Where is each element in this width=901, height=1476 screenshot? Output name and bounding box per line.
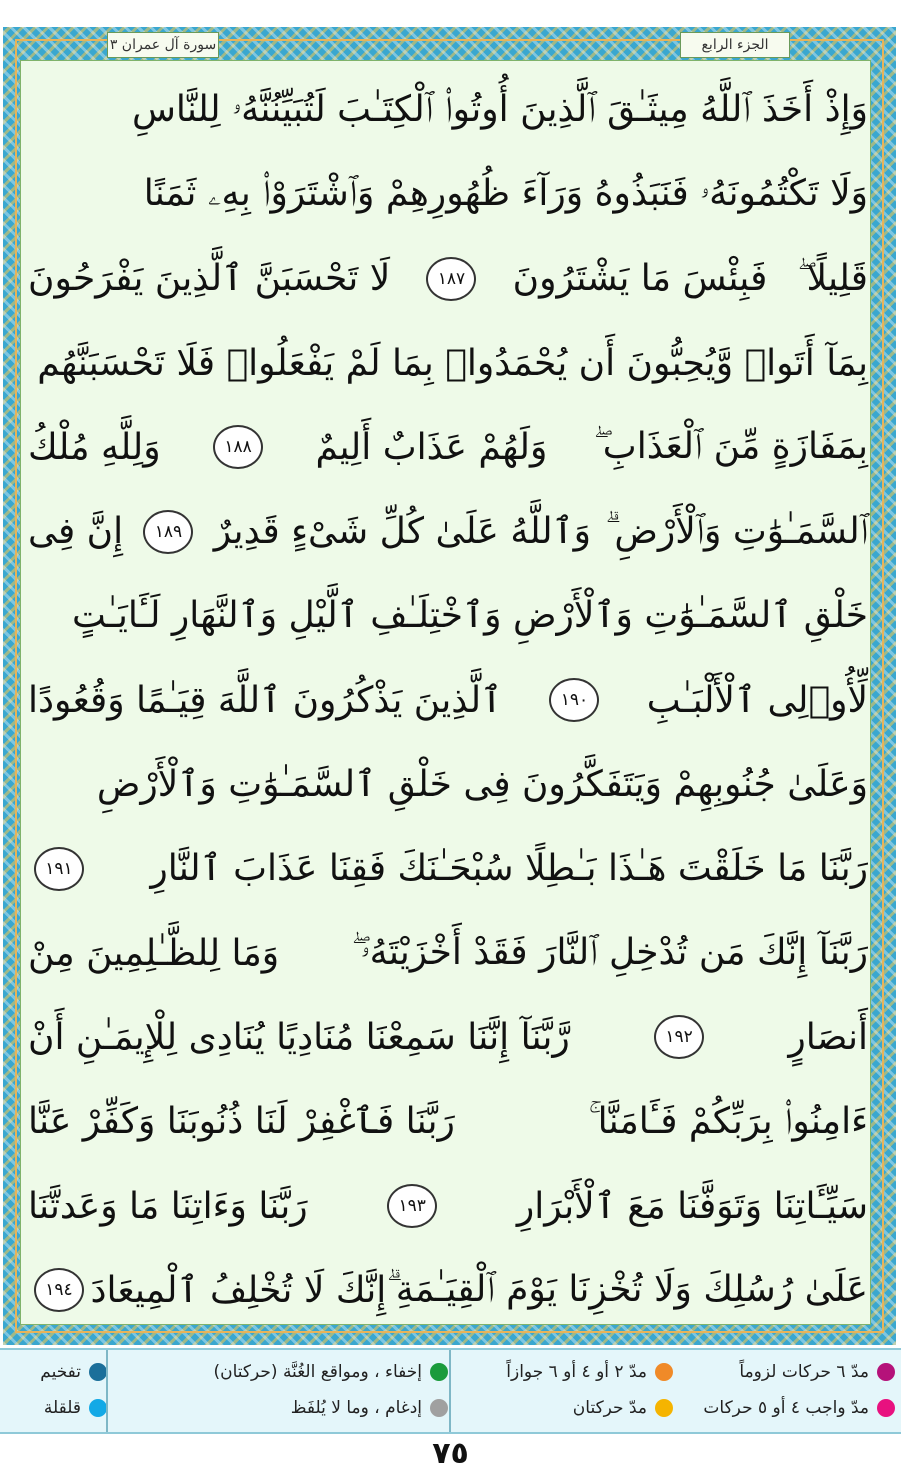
legend-column-ikhfa bbox=[108, 1354, 448, 1432]
verse-text: خَلْقِ ٱلسَّمَـٰوَٰتِ وَٱلْأَرْضِ وَٱخْتِلَـٰفِ ٱلَّيْلِ وَٱلنَّهَارِ لَـَٔايَـٰتٍ bbox=[72, 595, 868, 637]
verse-text: عَلَىٰ رُسُلِكَ وَلَا تُخْزِنَا يَوْمَ ٱلْقِيَـٰمَةِ ۗ bbox=[386, 1269, 868, 1311]
color-dot-icon bbox=[89, 1399, 107, 1417]
verse-line bbox=[28, 1164, 868, 1248]
page-number: ٧٥ bbox=[432, 1436, 469, 1471]
verse-line bbox=[28, 658, 868, 742]
verse-line bbox=[28, 152, 868, 236]
verse-text: رَبَّنَآ إِنَّكَ مَن تُدْخِلِ ٱلنَّارَ فَقَدْ أَخْزَيْتَهُۥ ۖ bbox=[351, 932, 868, 974]
color-dot-icon bbox=[430, 1363, 448, 1381]
color-dot-icon bbox=[430, 1399, 448, 1417]
verse-text: ٱلَّذِينَ يَذْكُرُونَ ٱللَّهَ قِيَـٰمًا وَقُعُودًا bbox=[28, 679, 503, 721]
color-dot-icon bbox=[89, 1363, 107, 1381]
color-dot-icon bbox=[877, 1399, 895, 1417]
legend-item bbox=[108, 1354, 448, 1390]
ayah-number-marker: ١٨٩ bbox=[143, 510, 193, 554]
legend-column-tafkhim bbox=[7, 1354, 107, 1432]
legend-item bbox=[7, 1354, 107, 1390]
legend-label: مدّ حركتان bbox=[572, 1398, 647, 1418]
ayah-number-marker: ١٩٢ bbox=[654, 1015, 704, 1059]
legend-item bbox=[455, 1354, 673, 1390]
verse-line bbox=[28, 1080, 868, 1164]
verse-line bbox=[28, 237, 868, 321]
legend-label: تفخيم bbox=[40, 1362, 81, 1382]
legend-item bbox=[7, 1390, 107, 1426]
verse-text: وَٱللَّهُ عَلَىٰ كُلِّ شَىْءٍ قَدِيرٌ bbox=[213, 511, 592, 553]
verse-text: بِمَآ أَتَوا۟ وَّيُحِبُّونَ أَن يُحْمَدُوا۟ بِمَا لَمْ يَفْعَلُوا۟ فَلَا تَحْسَبَنَّهُم bbox=[37, 342, 868, 384]
legend-divider bbox=[449, 1350, 451, 1432]
verse-text: رَبَّنَا مَا خَلَقْتَ هَـٰذَا بَـٰطِلًا سُبْحَـٰنَكَ فَقِنَا عَذَابَ ٱلنَّارِ bbox=[150, 848, 868, 890]
legend-item bbox=[455, 1390, 673, 1426]
verse-text: وَمَا لِلظَّـٰلِمِينَ مِنْ bbox=[28, 932, 280, 974]
verse-line bbox=[28, 742, 868, 826]
verse-text: إِنَّكَ لَا تُخْلِفُ ٱلْمِيعَادَ bbox=[90, 1269, 387, 1311]
legend-label: إخفاء ، ومواقع الغُنَّة (حركتان) bbox=[213, 1362, 422, 1382]
legend-label: مدّ ٢ أو ٤ أو ٦ جوازاً bbox=[506, 1362, 647, 1382]
verse-text: لِّأُو۟لِى ٱلْأَلْبَـٰبِ bbox=[646, 679, 868, 721]
verse-text: وَعَلَىٰ جُنُوبِهِمْ وَيَتَفَكَّرُونَ فِى خَلْقِ ٱلسَّمَـٰوَٰتِ وَٱلْأَرْضِ bbox=[96, 764, 868, 806]
verse-line bbox=[28, 321, 868, 405]
ayah-number-marker: ١٨٨ bbox=[213, 425, 263, 469]
verse-line bbox=[28, 68, 868, 152]
ayah-number-marker: ١٨٧ bbox=[426, 257, 476, 301]
legend-divider bbox=[106, 1350, 108, 1432]
verse-text: وَإِذْ أَخَذَ ٱللَّهُ مِيثَـٰقَ ٱلَّذِينَ أُوتُوا۟ ٱلْكِتَـٰبَ لَتُبَيِّنُنَّهُۥ لِلنَّاسِ bbox=[131, 89, 868, 131]
ayah-number-marker: ١٩٤ bbox=[34, 1268, 84, 1312]
verse-line bbox=[28, 995, 868, 1079]
legend-item bbox=[677, 1354, 895, 1390]
verse-text: وَلَا تَكْتُمُونَهُۥ فَنَبَذُوهُ وَرَآءَ ظُهُورِهِمْ وَٱشْتَرَوْا۟ بِهِۦ ثَمَنًا bbox=[143, 173, 868, 215]
verse-line bbox=[28, 1248, 868, 1332]
verse-text: فَبِئْسَ مَا يَشْتَرُونَ bbox=[512, 258, 768, 300]
legend-item bbox=[677, 1390, 895, 1426]
legend-item bbox=[108, 1390, 448, 1426]
verse-text: رَبَّنَا وَءَاتِنَا مَا وَعَدتَّنَا bbox=[28, 1185, 308, 1227]
verse-lines bbox=[28, 68, 868, 1332]
verse-text: سَيِّـَٔاتِنَا وَتَوَفَّنَا مَعَ ٱلْأَبْرَارِ bbox=[516, 1185, 868, 1227]
verse-text: وَلَهُمْ عَذَابٌ أَلِيمٌ bbox=[315, 426, 548, 468]
legend-label: قلقلة bbox=[43, 1398, 81, 1418]
verse-line bbox=[28, 489, 868, 573]
verse-text: بِمَفَازَةٍ مِّنَ ٱلْعَذَابِ ۖ bbox=[593, 426, 868, 468]
verse-text: وَلِلَّهِ مُلْكُ bbox=[28, 426, 161, 468]
surah-label: سورة آل عمران ٣ bbox=[107, 32, 219, 58]
verse-text: قَلِيلًا ۖ bbox=[797, 257, 868, 299]
verse-line bbox=[28, 911, 868, 995]
ayah-number-marker: ١٩٣ bbox=[387, 1184, 437, 1228]
color-dot-icon bbox=[877, 1363, 895, 1381]
verse-text: إِنَّ فِى bbox=[28, 511, 124, 553]
verse-line bbox=[28, 574, 868, 658]
ayah-number-marker: ١٩٠ bbox=[549, 678, 599, 722]
color-dot-icon bbox=[655, 1399, 673, 1417]
verse-text: ءَامِنُوا۟ بِرَبِّكُمْ فَـَٔامَنَّا ۚ bbox=[588, 1100, 868, 1142]
legend-label: إدغام ، وما لا يُلفَظ bbox=[290, 1398, 422, 1418]
verse-text: أَنصَارٍ bbox=[788, 1016, 868, 1058]
legend-label: مدّ واجب ٤ أو ٥ حركات bbox=[703, 1398, 869, 1418]
verse-text: ٱلسَّمَـٰوَٰتِ وَٱلْأَرْضِ ۗ bbox=[605, 510, 868, 552]
juz-label: الجزء الرابع bbox=[680, 32, 790, 58]
verse-text: رَّبَّنَآ إِنَّنَا سَمِعْنَا مُنَادِيًا يُنَادِى لِلْإِيمَـٰنِ أَنْ bbox=[28, 1016, 570, 1058]
legend-label: مدّ ٦ حركات لزوماً bbox=[739, 1362, 869, 1382]
color-dot-icon bbox=[655, 1363, 673, 1381]
verse-text: رَبَّنَا فَٱغْفِرْ لَنَا ذُنُوبَنَا وَكَفِّرْ عَنَّا bbox=[28, 1101, 455, 1143]
verse-line bbox=[28, 405, 868, 489]
verse-line bbox=[28, 827, 868, 911]
legend-column-madd-long bbox=[455, 1354, 895, 1432]
verse-text: لَا تَحْسَبَنَّ ٱلَّذِينَ يَفْرَحُونَ bbox=[28, 258, 391, 300]
ayah-number-marker: ١٩١ bbox=[34, 847, 84, 891]
